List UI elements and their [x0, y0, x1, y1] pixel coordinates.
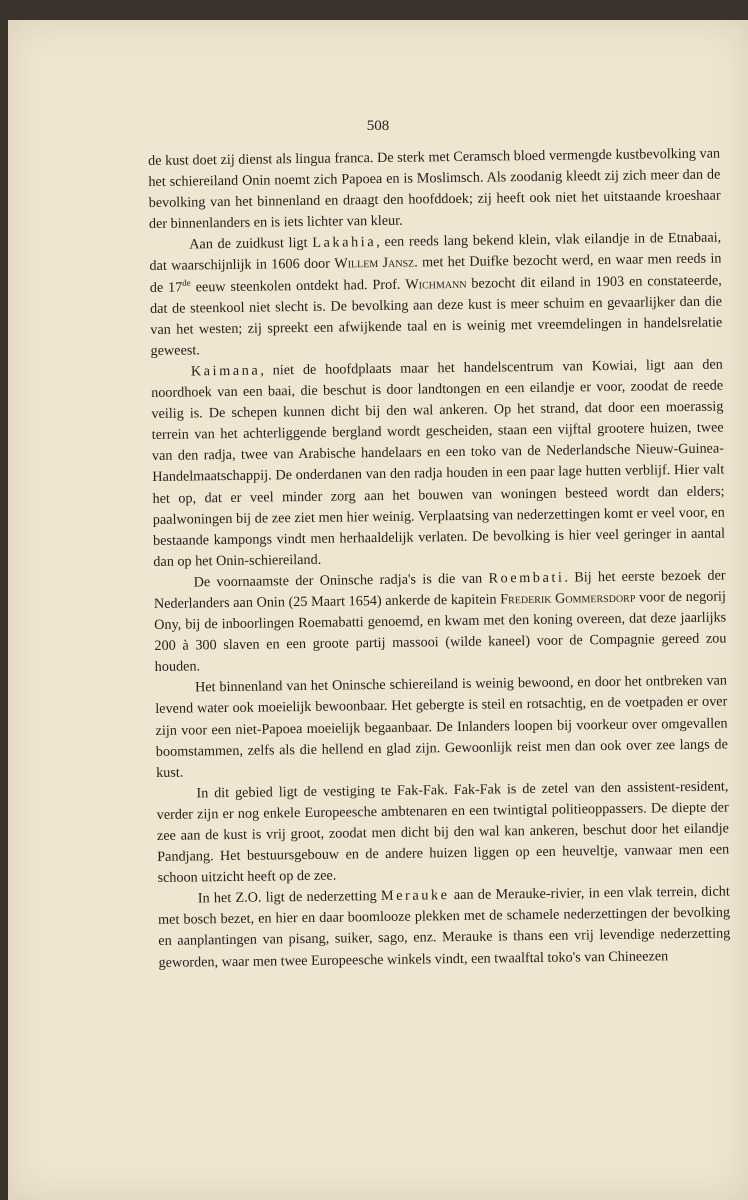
page-number: 508	[366, 118, 390, 134]
text-run: . Bij het eerste bezoek der Nederlanders aan Onin (25 Maart 1654) ankerde de kapitein	[153, 567, 726, 612]
text-run: In dit gebied ligt de vestiging te Fak-Fak. Fak-Fak is de zetel van den assistent-resident, verder zijn er nog enkele Europeesche ambtenaren en een twintigtal politieoppassers. De diepte der zee aan de kust is vrij groot, zoodat men dicht bij den wal kan ankeren, beschut door het eilandje Pandjang. Het bestuursgebouw en de andere huizen liggen op een heuveltje, vanwaar men een schoon uitzicht heeft op de zee.	[156, 778, 730, 887]
text-run: , een reeds lang bekend klein, vlak eilandje in de Etnabaai, dat waarschijnlijk in 1606 door	[149, 229, 722, 275]
text-run: In het Z.O. ligt de nederzetting	[197, 888, 382, 907]
superscript: de	[182, 277, 191, 288]
text-run: Het binnenland van het Oninsche schiereiland is weinig bewoond, en door het ontbreken van levend water ook moeielijk bewoonbaar. Het gebergte is steil en rotsachtig, en de voetpaden er over zijn voor een niet-Papoea moeielijk begaanbaar. De Inlanders loopen bij voorkeur over omgevallen boomstammen, zelfs als die hellend en glad zijn. Gewoonlijk reist men dan ook over zee langs de kust.	[155, 672, 728, 781]
person-name: Frederik Gommersdorp	[500, 589, 636, 608]
book-page	[8, 20, 748, 1200]
person-name: Wichmann	[405, 275, 467, 293]
text-run: De voornaamste der Oninsche radja's is die van	[193, 570, 489, 591]
paragraph	[154, 565, 727, 678]
place-name: Lakahia	[312, 234, 377, 252]
text-run: de kust doet zij dienst als lingua franca. De sterk met Ceramsch bloed vermengde kustbevolking van het schiereiland Onin noemt zich Papoea en is Moslimsch. Als zoodanig kleedt zij zich meer dan de bevolking van het binnenland en draagt den hoofddoek; zij heeft ook niet het uitstaande kroeshaar der binnenlanders en is iets lichter van kleur.	[148, 145, 721, 233]
person-name: Willem Jansz.	[334, 254, 418, 273]
place-name: Merauke	[380, 887, 450, 905]
paragraph	[151, 354, 726, 572]
place-name: Roembati	[488, 569, 565, 587]
paragraph	[148, 144, 721, 236]
paragraph	[155, 671, 728, 784]
text-run: aan de Merauke-rivier, in een vlak terrein, dicht met bosch bezet, en hier en daar boomlooze plekken met de schamele nederzettingen der bevolking en aanplantingen van pisang, suiker, sago, enz. Merauke is thans een vrij levendige nederzetting geworden, waar men twee Europeesche winkels vindt, een twaalftal toko's van Chineezen	[157, 883, 731, 971]
text-run: eeuw steenkolen ontdekt had. Prof.	[190, 276, 406, 296]
text-run: met het Duifke bezocht werd, en waar men reeds in de 17	[149, 250, 722, 296]
paragraph	[158, 882, 731, 974]
paragraph	[156, 776, 729, 889]
text-run: voor de negorij Ony, bij de inboorlingen Roemabatti genoemd, en kwam met den koning overeen, dat deze jaarlijks 200 à 300 slaven en een groote partij massooi (wilde kaneel) voor de Compagnie gereed zou houden.	[154, 588, 727, 676]
place-name: Kaimana	[190, 362, 261, 380]
text-run: Aan de zuidkust ligt	[189, 235, 313, 253]
body-text	[148, 144, 731, 974]
paragraph	[149, 228, 723, 362]
text-run: , niet de hoofdplaats maar het handelscentrum van Kowiai, ligt aan den noordhoek van een baai, die beschut is door landtongen en een eilandje er voor, zoodat de reede veilig is. De schepen kunnen dicht bij den wal ankeren. Op het strand, dat door een moerassig terrein van het achterliggende bergland wordt gescheiden, staan een vijftal grootere huizen, twee van den radja, twee van Arabische handelaars en een toko van de Nederlandsche Nieuw-Guinea-Handelmaatschappij. De onderdanen van den radja houden in een paar lage hutten verblijf. Hier valt het op, dat er veel minder zorg aan het bouwen van woningen besteed wordt dan elders; paalwoningen bij de zee ziet men hier weinig. Verplaatsing van nederzettingen komt er veel voor, en bestaande kampongs vindt men herhaaldelijk verlaten. De bevolking is hier veel geringer in aantal dan op het Onin-schiereiland.	[151, 356, 726, 570]
text-run: bezocht dit eiland in 1903 en constateerde, dat de steenkool niet slecht is. De bevolking aan deze kust is meer schuim en gevaarlijker dan die van het westen; zij spreekt een afwijkende taal en is weinig met vreemdelingen in handelsrelatie geweest.	[149, 272, 723, 359]
